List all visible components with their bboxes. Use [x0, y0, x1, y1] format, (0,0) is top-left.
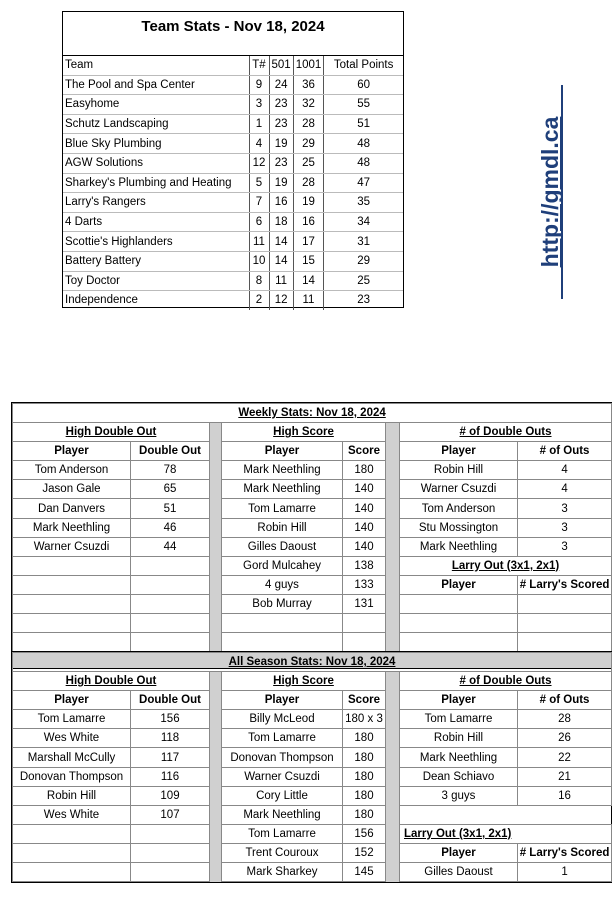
score-value: 152 [343, 843, 386, 862]
team-stat: 34 [324, 212, 403, 232]
team-stat: 7 [249, 193, 269, 213]
column-header: Player [400, 691, 518, 710]
gap-column [386, 442, 400, 461]
team-stat: 14 [293, 271, 324, 291]
player-name: Stu Mossington [400, 518, 518, 537]
team-stat: 60 [324, 75, 403, 95]
team-stat: 35 [324, 193, 403, 213]
column-header: # Larry's Scored [518, 575, 612, 594]
team-stat: 19 [269, 173, 293, 193]
team-name: Sharkey's Plumbing and Heating [63, 173, 249, 193]
outs-value: 16 [518, 786, 612, 805]
stats-row [13, 633, 612, 652]
score-value: 138 [343, 556, 386, 575]
team-stat: 15 [293, 251, 324, 271]
gap-column [386, 672, 400, 691]
gap-column [210, 556, 222, 575]
larry-out-title: Larry Out (3x1, 2x1) [400, 556, 612, 575]
outs-value: 4 [518, 461, 612, 480]
team-stat: 16 [293, 212, 324, 232]
gap-column [386, 843, 400, 862]
empty-cell [13, 633, 131, 652]
team-name: AGW Solutions [63, 153, 249, 173]
score-value: 180 [343, 748, 386, 767]
column-header: # Larry's Scored [518, 843, 612, 862]
empty-cell [222, 614, 343, 633]
score-value: 145 [343, 863, 386, 882]
score-value: 140 [343, 518, 386, 537]
player-name: Gord Mulcahey [222, 556, 343, 575]
double-out-value: 78 [131, 461, 210, 480]
team-stat: 6 [249, 212, 269, 232]
empty-cell [400, 614, 518, 633]
team-header-cell: 1001 [293, 56, 324, 75]
column-header: Score [343, 691, 386, 710]
team-stat: 2 [249, 291, 269, 310]
column-header: Score [343, 442, 386, 461]
stats-title: All Season Stats: Nov 18, 2024 [13, 653, 612, 672]
stats-row [13, 843, 612, 862]
team-name: Battery Battery [63, 251, 249, 271]
player-name: Billy McLeod [222, 710, 343, 729]
team-row [63, 271, 403, 291]
team-stat: 12 [269, 291, 293, 310]
team-header-cell: T# [249, 56, 269, 75]
team-stat: 14 [269, 232, 293, 252]
section-high-score: High Score [222, 672, 386, 691]
gap-column [386, 767, 400, 786]
score-value: 180 [343, 805, 386, 824]
player-name: Gilles Daoust [222, 537, 343, 556]
player-name: Mark Neethling [400, 537, 518, 556]
column-header: Player [400, 575, 518, 594]
player-name: Tom Anderson [400, 499, 518, 518]
team-stat: 3 [249, 95, 269, 115]
player-name: Dan Danvers [13, 499, 131, 518]
team-name: Toy Doctor [63, 271, 249, 291]
player-name: Trent Couroux [222, 843, 343, 862]
score-value: 180 [343, 461, 386, 480]
gap-column [386, 748, 400, 767]
team-header-row [63, 56, 403, 75]
team-stat: 9 [249, 75, 269, 95]
team-name: Schutz Landscaping [63, 114, 249, 134]
stats-row [13, 729, 612, 748]
player-name: Robin Hill [400, 729, 518, 748]
column-header: Player [400, 843, 518, 862]
player-name: Donovan Thompson [13, 767, 131, 786]
gap-column [210, 672, 222, 691]
player-name: 4 guys [222, 575, 343, 594]
empty-cell [131, 824, 210, 843]
double-out-value: 156 [131, 710, 210, 729]
player-name: Donovan Thompson [222, 748, 343, 767]
gap-column [210, 691, 222, 710]
gap-column [386, 537, 400, 556]
empty-cell [518, 594, 612, 613]
team-stat: 17 [293, 232, 324, 252]
team-stat: 11 [249, 232, 269, 252]
gap-column [210, 499, 222, 518]
empty-cell [13, 614, 131, 633]
empty-cell [131, 863, 210, 882]
score-value: 140 [343, 537, 386, 556]
gap-column [210, 843, 222, 862]
section-double-outs: # of Double Outs [400, 423, 612, 442]
column-header: Player [13, 442, 131, 461]
section-high-double-out: High Double Out [13, 423, 210, 442]
gap-column [386, 594, 400, 613]
player-name: Robin Hill [222, 518, 343, 537]
player-name: Mark Neethling [222, 461, 343, 480]
gap-column [210, 710, 222, 729]
player-name: Mark Neethling [222, 805, 343, 824]
team-stat: 11 [293, 291, 324, 310]
outs-value: 22 [518, 748, 612, 767]
stats-row [13, 786, 612, 805]
player-name: Mark Neethling [222, 480, 343, 499]
empty-cell [343, 614, 386, 633]
team-stat: 11 [269, 271, 293, 291]
stats-row [13, 824, 612, 843]
team-header-cell: Team [63, 56, 249, 75]
column-header: Player [222, 442, 343, 461]
section-high-score: High Score [222, 423, 386, 442]
player-name: Tom Lamarre [400, 710, 518, 729]
column-header: # of Outs [518, 691, 612, 710]
player-name: Tom Lamarre [222, 499, 343, 518]
score-value: 180 [343, 729, 386, 748]
team-stat: 19 [293, 193, 324, 213]
double-out-value: 44 [131, 537, 210, 556]
empty-cell [13, 824, 131, 843]
player-name: Marshall McCully [13, 748, 131, 767]
gap-column [386, 480, 400, 499]
gap-column [210, 786, 222, 805]
team-stat: 29 [324, 251, 403, 271]
team-row [63, 153, 403, 173]
team-stat: 47 [324, 173, 403, 193]
stats-row [13, 556, 612, 575]
stats-row [13, 518, 612, 537]
team-name: Blue Sky Plumbing [63, 134, 249, 154]
stats-row [13, 805, 612, 824]
gap-column [386, 614, 400, 633]
player-name: Jason Gale [13, 480, 131, 499]
empty-cell [13, 575, 131, 594]
stats-row [13, 480, 612, 499]
player-name: Bob Murray [222, 594, 343, 613]
score-value: 156 [343, 824, 386, 843]
column-header: Player [13, 691, 131, 710]
gap-column [210, 518, 222, 537]
team-stat: 12 [249, 153, 269, 173]
weekly-stats-table [11, 402, 612, 669]
gap-column [210, 594, 222, 613]
outs-value: 4 [518, 480, 612, 499]
player-name: Tom Lamarre [222, 729, 343, 748]
stats-row [13, 710, 612, 729]
outs-value: 3 [518, 537, 612, 556]
double-out-value: 109 [131, 786, 210, 805]
team-stat: 28 [293, 114, 324, 134]
website-url[interactable] [518, 82, 578, 302]
empty-cell [131, 575, 210, 594]
team-name: The Pool and Spa Center [63, 75, 249, 95]
gap-column [210, 805, 222, 824]
column-header: Double Out [131, 442, 210, 461]
empty-cell [518, 614, 612, 633]
empty-cell [400, 633, 518, 652]
column-header: Player [222, 691, 343, 710]
season-stats-table [11, 651, 612, 883]
gap-column [210, 633, 222, 652]
empty-cell [13, 843, 131, 862]
team-row [63, 75, 403, 95]
stats-row [13, 767, 612, 786]
team-header-cell: 501 [269, 56, 293, 75]
empty-cell [13, 556, 131, 575]
section-high-double-out: High Double Out [13, 672, 210, 691]
team-stats-grid [63, 56, 403, 310]
team-stat: 31 [324, 232, 403, 252]
gap-column [210, 537, 222, 556]
gap-column [386, 633, 400, 652]
gap-column [386, 575, 400, 594]
empty-cell [13, 863, 131, 882]
gap-column [386, 691, 400, 710]
gap-column [210, 461, 222, 480]
team-stat: 23 [269, 153, 293, 173]
gap-column [386, 729, 400, 748]
team-stat: 51 [324, 114, 403, 134]
gap-column [386, 786, 400, 805]
team-row [63, 232, 403, 252]
empty-cell [131, 633, 210, 652]
team-header-cell: Total Points [324, 56, 403, 75]
team-stat: 24 [269, 75, 293, 95]
team-stat: 10 [249, 251, 269, 271]
team-row [63, 193, 403, 213]
empty-cell [400, 594, 518, 613]
player-name: Wes White [13, 729, 131, 748]
player-name: Gilles Daoust [400, 863, 518, 882]
team-stat: 48 [324, 153, 403, 173]
player-name: Wes White [13, 805, 131, 824]
score-value: 180 [343, 767, 386, 786]
team-name: Scottie's Highlanders [63, 232, 249, 252]
team-stat: 23 [269, 114, 293, 134]
player-name: Cory Little [222, 786, 343, 805]
score-value: 180 [343, 786, 386, 805]
outs-value: 26 [518, 729, 612, 748]
column-header: # of Outs [518, 442, 612, 461]
double-out-value: 116 [131, 767, 210, 786]
double-out-value: 65 [131, 480, 210, 499]
team-stat: 23 [324, 291, 403, 310]
team-name: Larry's Rangers [63, 193, 249, 213]
player-name: Robin Hill [13, 786, 131, 805]
empty-cell [518, 633, 612, 652]
empty-cell [343, 633, 386, 652]
score-value: 140 [343, 499, 386, 518]
player-name: Dean Schiavo [400, 767, 518, 786]
column-header: Double Out [131, 691, 210, 710]
player-name: Tom Lamarre [222, 824, 343, 843]
gap-column [210, 748, 222, 767]
gap-column [210, 863, 222, 882]
stats-row [13, 461, 612, 480]
player-name: Tom Anderson [13, 461, 131, 480]
double-out-value: 46 [131, 518, 210, 537]
team-name: Easyhome [63, 95, 249, 115]
team-stat: 5 [249, 173, 269, 193]
player-name: 3 guys [400, 786, 518, 805]
gap-column [386, 863, 400, 882]
gap-column [210, 614, 222, 633]
empty-cell [131, 614, 210, 633]
gap-column [386, 499, 400, 518]
gap-column [386, 710, 400, 729]
team-row [63, 114, 403, 134]
team-row [63, 134, 403, 154]
larry-value: 1 [518, 863, 612, 882]
team-stat: 36 [293, 75, 324, 95]
team-stat: 25 [293, 153, 324, 173]
player-name: Tom Lamarre [13, 710, 131, 729]
website-url-text[interactable]: http://gmdl.ca [537, 116, 563, 268]
gap-column [386, 423, 400, 442]
team-stat: 23 [269, 95, 293, 115]
double-out-value: 118 [131, 729, 210, 748]
empty-cell [400, 805, 612, 824]
gap-column [386, 805, 400, 824]
empty-cell [131, 556, 210, 575]
stats-row [13, 575, 612, 594]
empty-cell [13, 594, 131, 613]
team-stat: 32 [293, 95, 324, 115]
stats-row [13, 537, 612, 556]
stats-row [13, 499, 612, 518]
outs-value: 3 [518, 499, 612, 518]
team-stat: 19 [269, 134, 293, 154]
score-value: 180 x 3 [343, 710, 386, 729]
player-name: Mark Sharkey [222, 863, 343, 882]
stats-row [13, 863, 612, 882]
team-stat: 16 [269, 193, 293, 213]
team-row [63, 95, 403, 115]
gap-column [386, 824, 400, 843]
team-stat: 29 [293, 134, 324, 154]
player-name: Robin Hill [400, 461, 518, 480]
team-stat: 14 [269, 251, 293, 271]
outs-value: 21 [518, 767, 612, 786]
team-stats-title: Team Stats - Nov 18, 2024 [63, 12, 403, 56]
team-row [63, 173, 403, 193]
gap-column [386, 461, 400, 480]
player-name: Mark Neethling [13, 518, 131, 537]
gap-column [386, 556, 400, 575]
score-value: 131 [343, 594, 386, 613]
team-stat: 48 [324, 134, 403, 154]
team-stat: 18 [269, 212, 293, 232]
empty-cell [131, 843, 210, 862]
gap-column [386, 518, 400, 537]
team-stats-table [62, 11, 404, 308]
section-double-outs: # of Double Outs [400, 672, 612, 691]
double-out-value: 107 [131, 805, 210, 824]
gap-column [210, 442, 222, 461]
outs-value: 28 [518, 710, 612, 729]
team-row [63, 251, 403, 271]
empty-cell [222, 633, 343, 652]
player-name: Mark Neethling [400, 748, 518, 767]
column-header: Player [400, 442, 518, 461]
gap-column [210, 767, 222, 786]
team-stat: 8 [249, 271, 269, 291]
team-stat: 25 [324, 271, 403, 291]
double-out-value: 117 [131, 748, 210, 767]
player-name: Warner Csuzdi [400, 480, 518, 499]
score-value: 133 [343, 575, 386, 594]
team-stat: 55 [324, 95, 403, 115]
stats-title: Weekly Stats: Nov 18, 2024 [13, 404, 612, 423]
team-name: 4 Darts [63, 212, 249, 232]
larry-out-title: Larry Out (3x1, 2x1) [400, 824, 612, 843]
stats-row [13, 614, 612, 633]
team-name: Independence [65, 294, 138, 307]
gap-column [210, 729, 222, 748]
outs-value: 3 [518, 518, 612, 537]
team-stat: 1 [249, 114, 269, 134]
player-name: Warner Csuzdi [222, 767, 343, 786]
gap-column [210, 824, 222, 843]
player-name: Warner Csuzdi [13, 537, 131, 556]
team-stat: 28 [293, 173, 324, 193]
empty-cell [131, 594, 210, 613]
gap-column [210, 480, 222, 499]
team-row [63, 212, 403, 232]
score-value: 140 [343, 480, 386, 499]
team-row [63, 291, 403, 310]
team-stat: 4 [249, 134, 269, 154]
gap-column [210, 423, 222, 442]
double-out-value: 51 [131, 499, 210, 518]
stats-row [13, 594, 612, 613]
gap-column [210, 575, 222, 594]
stats-row [13, 748, 612, 767]
